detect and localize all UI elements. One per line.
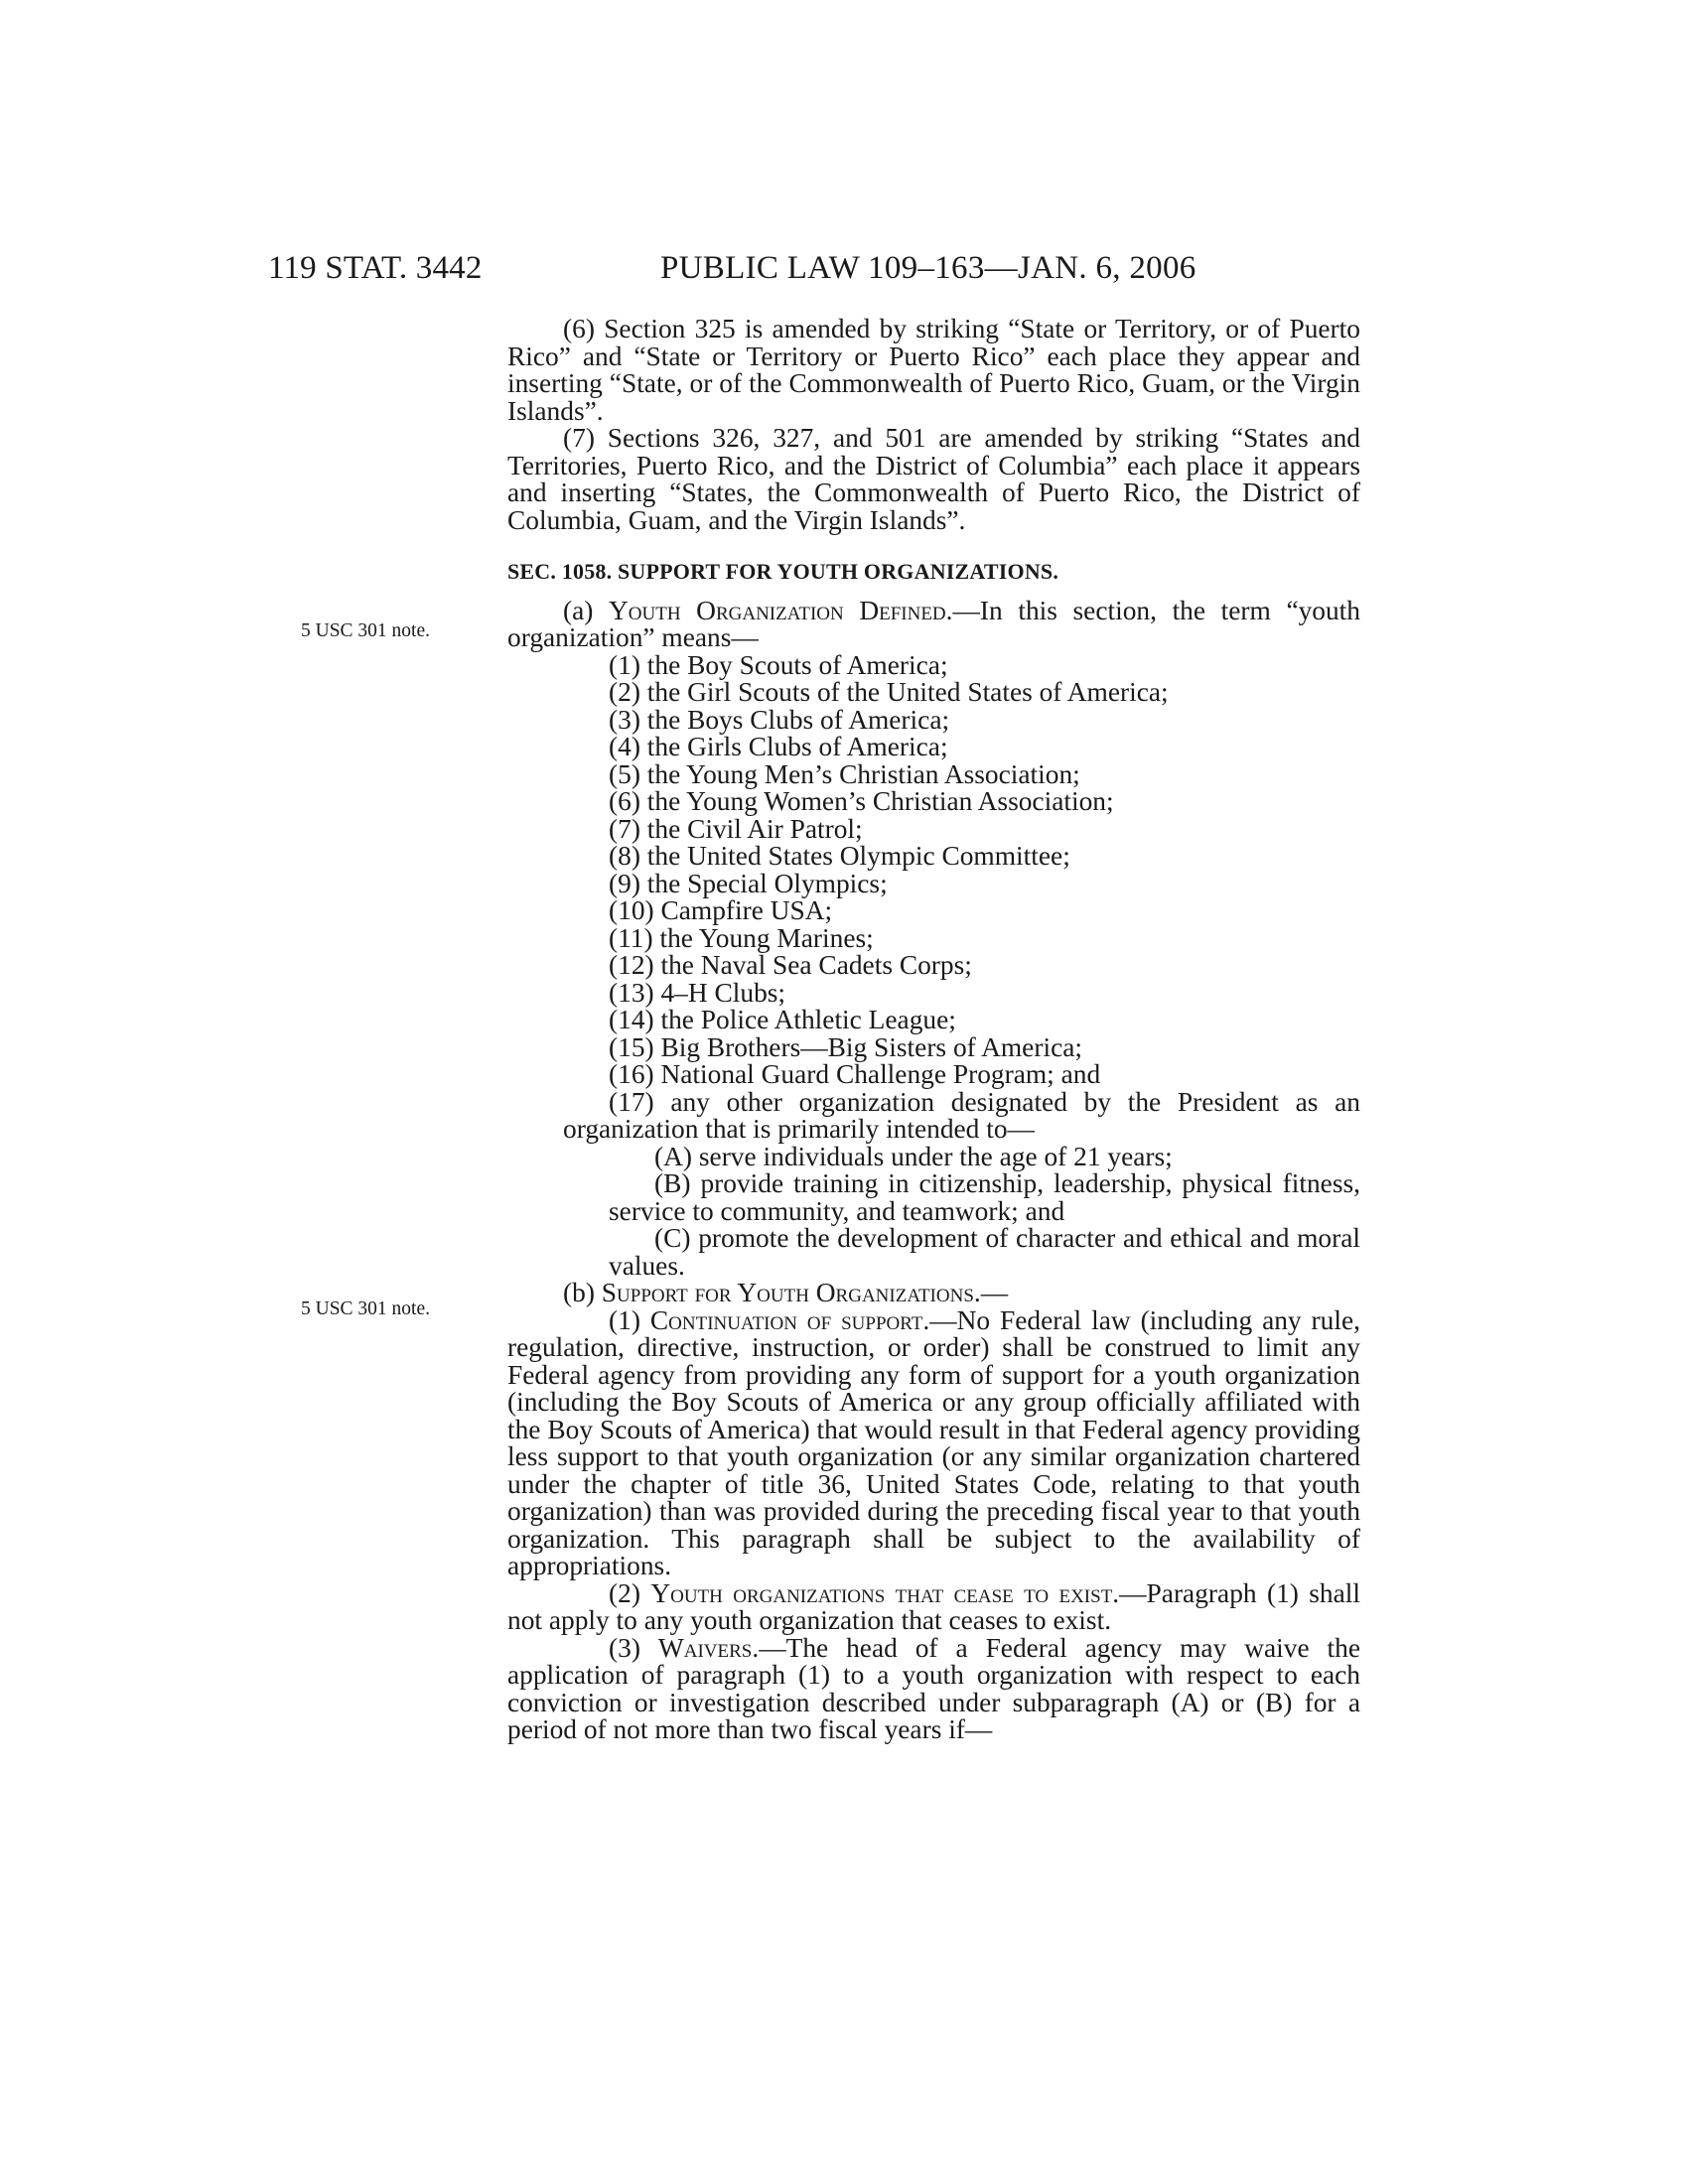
subsection-a-caption: Youth Organization Defined. [609,595,953,625]
paragraph-b2-label: (2) [609,1577,651,1608]
paragraph-b2-caption: Youth organizations that cease to exist. [650,1577,1120,1608]
document-body [507,316,1360,1744]
subitem-a: (A) serve individuals under the age of 21 years; [654,1141,1173,1171]
subsection-b-label: (b) [563,1278,602,1307]
subitem-c: (C) promote the development of character and ethical and moral values. [609,1223,1360,1281]
paragraph-b3-caption: Waivers. [657,1632,760,1663]
paragraph-b1-label: (1) [609,1304,650,1335]
page-header [0,250,1688,286]
list-item: (8) the United States Olympic Committee; [609,841,1070,871]
subsection-b [507,1280,1360,1307]
section-heading [507,558,1360,586]
list-item: (1) the Boy Scouts of America; [609,649,948,680]
paragraph-b1 [507,1304,1360,1580]
subsection-b-text: — [980,1278,1009,1307]
public-law-title: PUBLIC LAW 109–163—JAN. 6, 2006 [660,250,1196,286]
list-item: (13) 4–H Clubs; [609,977,786,1008]
margin-note-usc: 5 USC 301 note. [301,620,431,641]
paragraph-b1-caption: Continuation of support. [649,1304,930,1335]
paragraph-b3-label: (3) [609,1632,658,1663]
list-item: (7) the Civil Air Patrol; [609,813,863,844]
paragraph-b3 [507,1632,1360,1744]
paragraph-b1-text: —No Federal law (including any rule, regulation, directive, instruction, or order) shall be construed to limit any Federal agency from providing any form of support for a youth organization (including the Boy Scouts of America or any group officially affiliated with the Boy Scouts of America) that would result in that Federal agency providing less support to that youth organization (or any similar organization chartered under the chapter of title 36, United States Code, relating to that youth organization) than was provided during the preceding fiscal year to that youth organization. This paragraph shall be subject to the availability of appropriations. [507,1304,1360,1580]
paragraph-b2 [507,1577,1360,1635]
subsection-b-caption: Support for Youth Organizations. [601,1278,981,1307]
list-item: (5) the Young Men’s Christian Association; [609,758,1080,789]
paragraph-6: (6) Section 325 is amended by striking “State or Territory, or of Puerto Rico” and “State or Territory or Puerto Rico” each place they appear and inserting “State, or of the Commonwealth of Puerto Rico, Guam, or the Virgin Islands”. [507,314,1360,426]
statute-page-reference: 119 STAT. 3442 [268,250,483,286]
subsection-a-label: (a) [563,595,610,625]
list-item: (11) the Young Marines; [609,922,874,953]
list-item: (12) the Naval Sea Cadets Corps; [609,950,972,980]
list-item: (3) the Boys Clubs of America; [609,704,950,735]
list-item: (16) National Guard Challenge Program; and [609,1059,1101,1089]
list-item: (9) the Special Olympics; [609,868,888,898]
paragraph-b2-text: —Paragraph (1) shall not apply to any youth organization that ceases to exist. [507,1577,1360,1635]
section-heading-text: SEC. 1058. SUPPORT FOR YOUTH ORGANIZATIONS. [507,559,1059,584]
list-item: (15) Big Brothers—Big Sisters of America; [609,1031,1082,1062]
list-item: (10) Campfire USA; [609,895,833,925]
subitem-b: (B) provide training in citizenship, leadership, physical fitness, service to community, and teamwork; and [609,1168,1360,1226]
paragraph-7: (7) Sections 326, 327, and 501 are amended by striking “States and Territories, Puerto Rico, and the District of Columbia” each place it appears and inserting “States, the Commonwealth of Puerto Rico, the District of Columbia, Guam, and the Virgin Islands”. [507,423,1360,535]
margin-note-usc: 5 USC 301 note. [301,1298,431,1319]
list-item: (14) the Police Athletic League; [609,1005,956,1034]
paragraph-b3-text: —The head of a Federal agency may waive the application of paragraph (1) to a youth organization with respect to each conviction or investigation described under subparagraph (A) or (B) for a period of not more than two fiscal years if— [507,1632,1360,1744]
list-item-17: (17) any other organization designated by the President as an organization that is primarily intended to— [563,1086,1360,1144]
subsection-a-text: —In this section, the term “youth organization” means— [507,595,1360,652]
list-item: (4) the Girls Clubs of America; [609,732,948,761]
list-item: (6) the Young Women’s Christian Association; [609,786,1114,816]
subsection-a [507,595,1360,652]
list-item: (2) the Girl Scouts of the United States of America; [609,677,1169,707]
